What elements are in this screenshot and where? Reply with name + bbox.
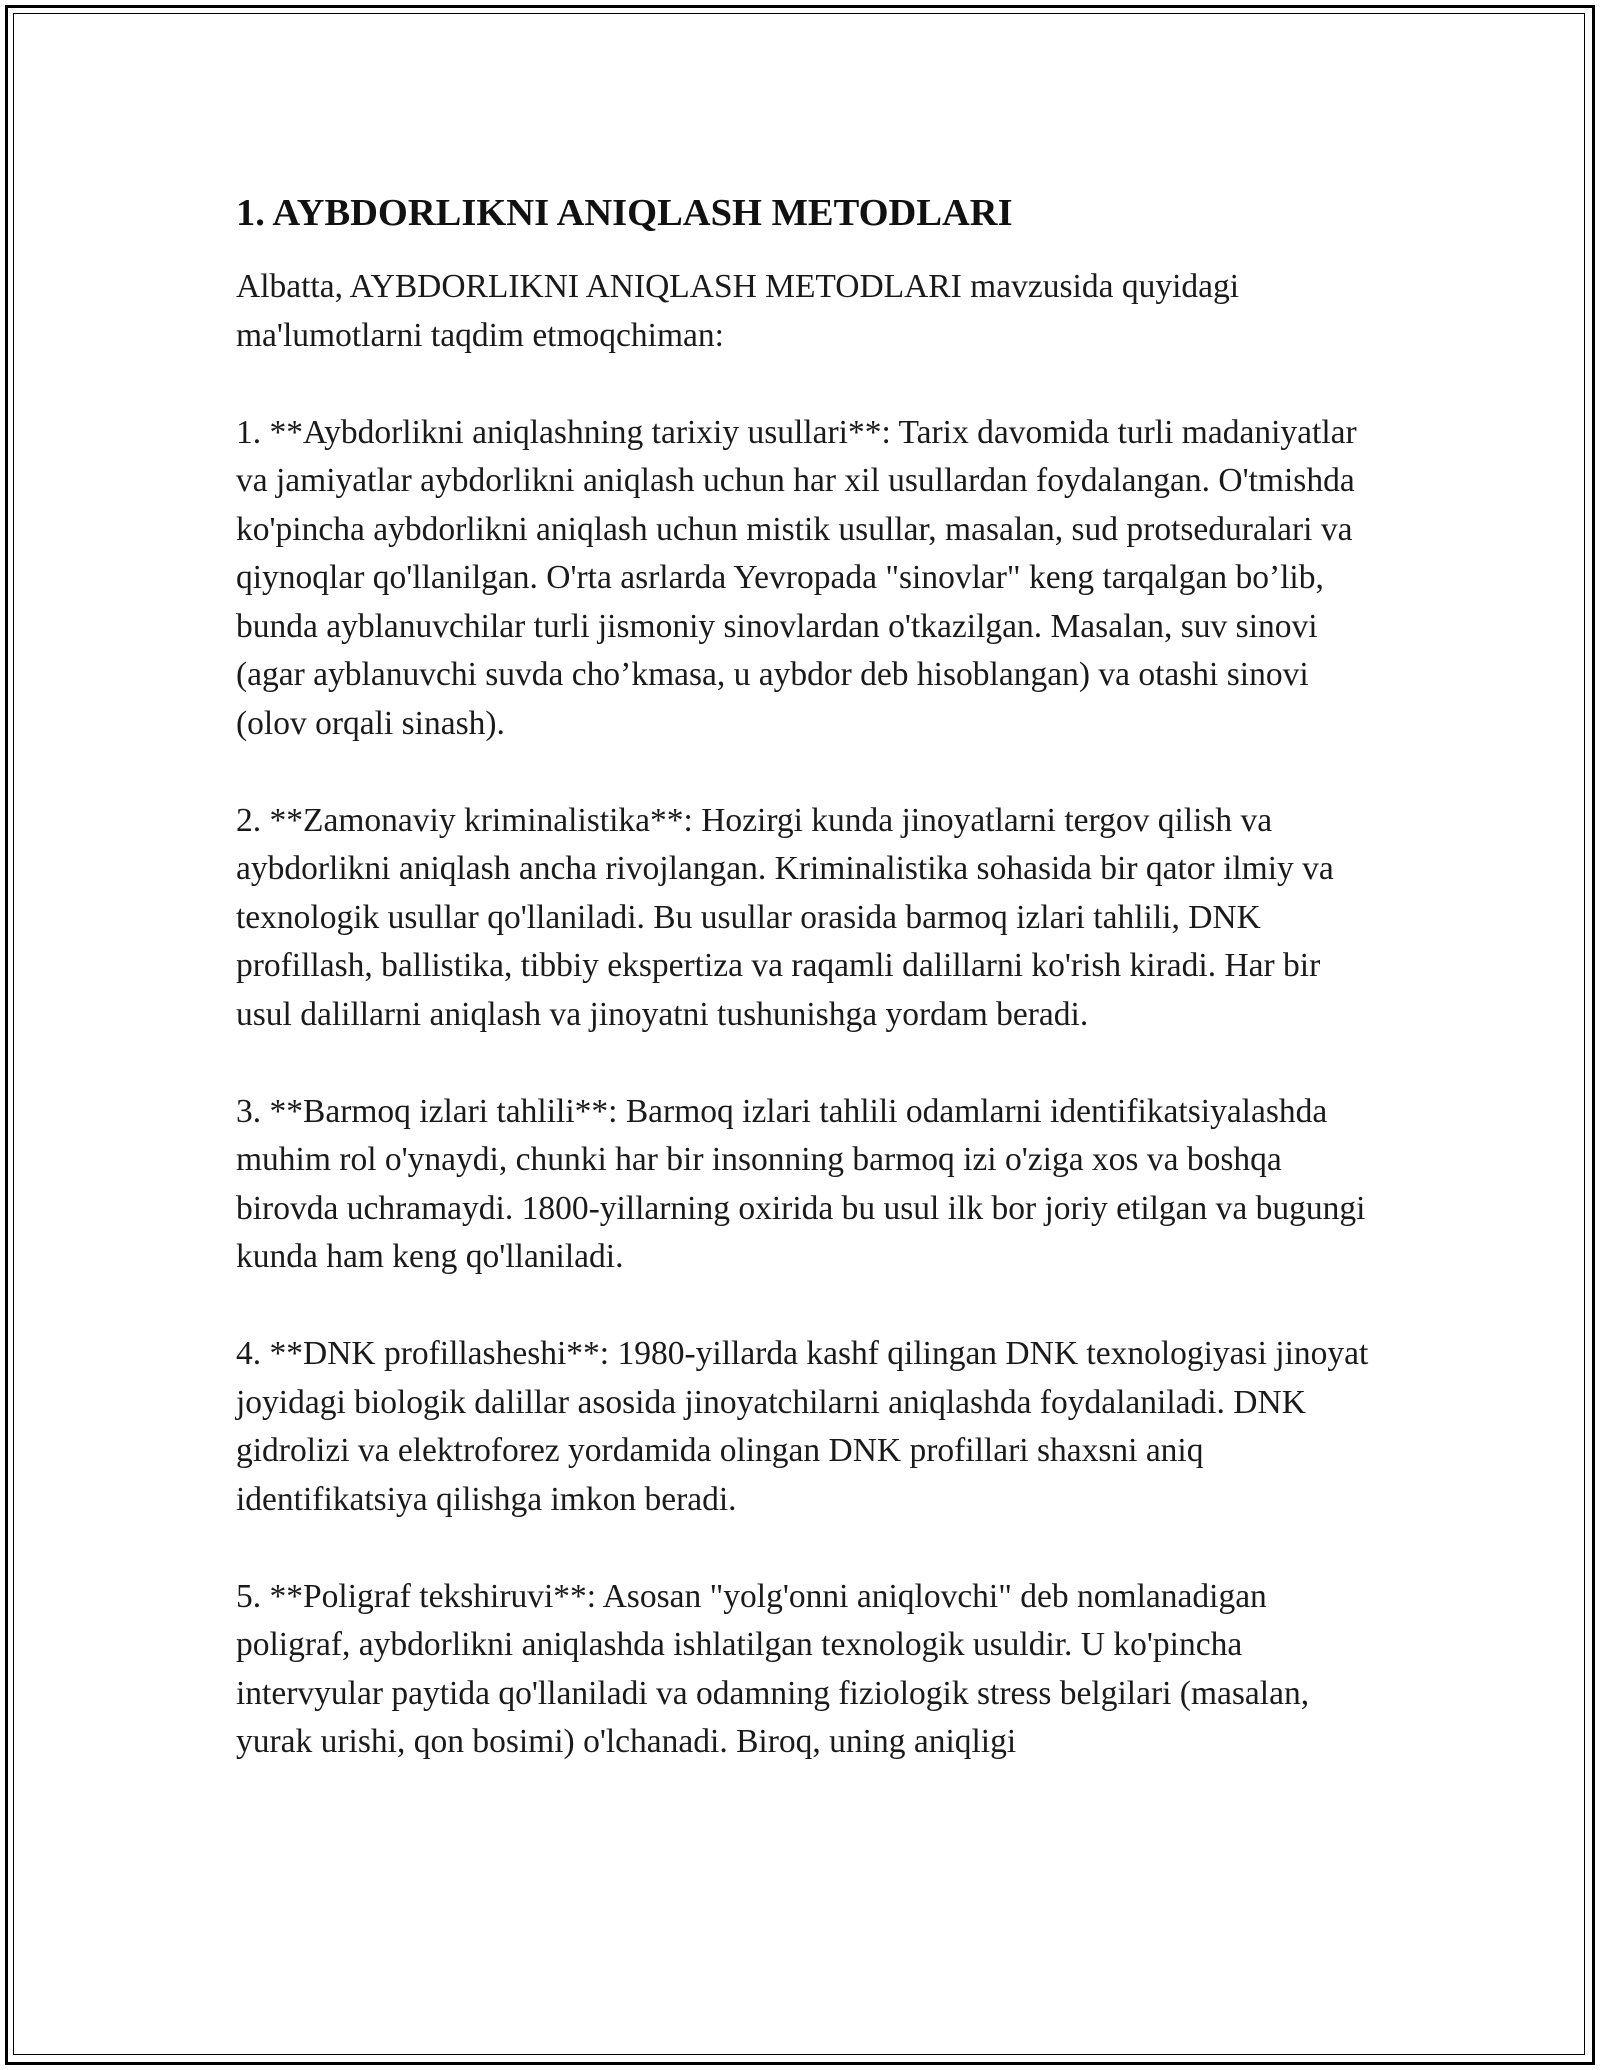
paragraph-modern-forensics: 2. **Zamonaviy kriminalistika**: Hozirgi kunda jinoyatlarni tergov qilish va aybdorlikni aniqlash ancha rivojlangan. Kriminalistika sohasida bir qator ilmiy va texnologik usullar qo'llaniladi. Bu usullar orasida barmoq izlari tahlili, DNK profillash, ballistika, tibbiy ekspertiza va raqamli dalillarni ko'rish kiradi. Har bir usul dalillarni aniqlash va jinoyatni tushunishga yordam beradi. bbox=[236, 801, 1334, 1033]
document-body bbox=[236, 185, 1376, 1815]
paragraph-polygraph: 5. **Poligraf tekshiruvi**: Asosan "yolg'onni aniqlovchi" deb nomlanadigan poligraf, aybdorlikni aniqlashda ishlatilgan texnologik usuldir. U ko'pincha intervyular paytida qo'llaniladi va odamning fiziologik stress belgilari (masalan, yurak urishi, qon bosimi) o'lchanadi. Biroq, uning aniqligi bbox=[236, 1577, 1310, 1760]
paragraph-historical-methods: 1. **Aybdorlikni aniqlashning tarixiy usullari**: Tarix davomida turli madaniyatlar va jamiyatlar aybdorlikni aniqlash uchun har xil usullardan foydalangan. O'tmishda ko'pincha aybdorlikni aniqlash uchun mistik usullar, masalan, sud protseduralari va qiynoqlar qo'llanilgan. O'rta asrlarda Yevropada "sinovlar" keng tarqalgan bo’lib, bunda ayblanuvchilar turli jismoniy sinovlardan o'tkazilgan. Masalan, suv sinovi (agar ayblanuvchi suvda cho’kmasa, u aybdor deb hisoblangan) va otashi sinovi (olov orqali sinash). bbox=[236, 413, 1357, 742]
intro-paragraph: Albatta, AYBDORLIKNI ANIQLASH METODLARI mavzusida quyidagi ma'lumotlarni taqdim etmoqchiman: bbox=[236, 268, 1240, 354]
document-title: 1. AYBDORLIKNI ANIQLASH METODLARI bbox=[236, 192, 1013, 234]
paragraph-dna-profiling: 4. **DNK profillasheshi**: 1980-yillarda kashf qilingan DNK texnologiyasi jinoyat joyidagi biologik dalillar asosida jinoyatchilarni aniqlashda foydalaniladi. DNK gidrolizi va elektroforez yordamida olingan DNK profillari shaxsni aniq identifikatsiya qilishga imkon beradi. bbox=[236, 1335, 1369, 1518]
paragraph-fingerprint-analysis: 3. **Barmoq izlari tahlili**: Barmoq izlari tahlili odamlarni identifikatsiyalashda muhim rol o'ynaydi, chunki har bir insonning barmoq izi o'ziga xos va boshqa birovda uchramaydi. 1800-yillarning oxirida bu usul ilk bor joriy etilgan va bugungi kunda ham keng qo'llaniladi. bbox=[236, 1092, 1366, 1275]
